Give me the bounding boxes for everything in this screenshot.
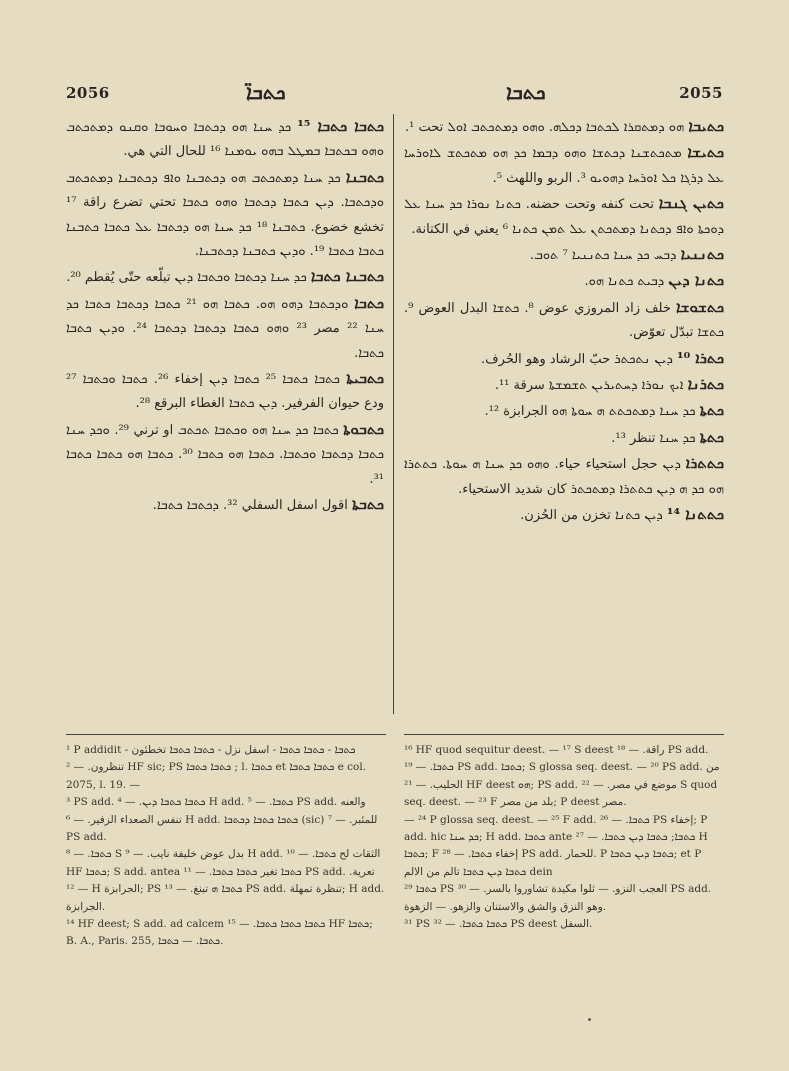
entry-headword: ܟܬܝܒܐ — [688, 117, 724, 135]
entry-text: تحت كنفه وتحت حضنه. ܟܬܢܐ ܢܘܪܐ ܟܕ ܚܢܐ ܥܠ ܕܘܟܬܐ ܘܐܦ ܕܟܬܢܐ ܕܡܬܟܬܢ ܥܠ ܬܡܢ ܟܬܢܐ ⁶ يعني في الكتانة. — [404, 197, 724, 237]
dictionary-entry — [404, 451, 724, 502]
footnote-line: ܟܬܒܐ ²⁹ PS العجب النزو. — ثلوا مكيدة تشاوروا بالسر. — ³⁰ PS add. وهو النزق والشق والاستنان والزهو. — الزهوة. — [404, 883, 712, 913]
column-divider — [393, 114, 394, 714]
dictionary-entry — [404, 114, 724, 140]
footnote-line: — ²⁴ P glossa seq. deest. — ²⁵ F add. ܟܬܒܐ. — ²⁶ PS إخفاء; P add. hic ܟܕ ܚܢܐ; H add. ܟܬܒܐ ante ܟܬܒܐ; ܟܬܒܐ ܕܝܢ ܟܬܒܐ. — ²⁷ H ܟܬܒܐ; F إخفاء ܟܬܒܐ. — ²⁸ PS add. للحمار. P ܟܬܒܐ ܕܝܢ ܟܬܒܐ; et P ܟܬܒܐ ܕܝܢ ܟܬܒܐ تالم من الالم dein — [404, 813, 708, 878]
footnote-rule-right — [404, 734, 724, 735]
footnotes-right — [404, 742, 724, 1032]
entry-text: ܟܬܒܐ ܟܬܒܐ ²⁵ ܟܬܒܐ ܕܝܢ إخفاء ²⁶. ܟܬܒܐ ܘܟܬܒܐ ²⁷ ودع حيوان الفرفير. ܕܝܢ ܟܬܒܐ الغطاء البرقع ²⁸. — [66, 372, 384, 412]
dictionary-entry — [404, 398, 724, 424]
right-column — [404, 114, 724, 719]
entry-text: ܕܒܝܬ ܟܬܢܐ ܗܘ. — [584, 274, 669, 290]
dictionary-entry — [404, 502, 724, 528]
entry-text: ܟܕ ܚܢܐ ܕܡܬܟܬܬ ܗ ܚܘܬܐ ܗܘ الجرابزة ¹². — [484, 404, 700, 420]
entry-headword: ܟܬܬܪܐ — [685, 454, 724, 473]
dictionary-entry — [404, 268, 724, 294]
entry-text: ܟܕ ܚܢܐ ܕܟܬܒܐ ܘܟܬܒܐ ܕܝܢ تبلّعه حتّى يُقطم ²⁰. — [66, 270, 311, 286]
entry-headword: ܟܬܪܢܐ — [687, 375, 724, 394]
entry-text: ܗܘ ܕܡܬܩܪܐ ܠܟܬܒܐ ܕܟܠܗ. ܘܗܘ ܕܡܬܟܬܒ ܐܘܠ تحت ¹. — [404, 120, 689, 135]
entry-headword: ܟܬܬܢܐ ¹⁴ — [666, 505, 724, 524]
entry-headword: ܟܬܒܐ — [354, 293, 384, 312]
dictionary-entry — [66, 264, 384, 290]
dictionary-entry — [404, 346, 724, 372]
dictionary-entry — [404, 140, 724, 191]
dictionary-entry — [404, 295, 724, 346]
entry-text: ܕܒܚ ܟܕ ܚܢܐ ܟܬܢܢܝܐ ⁷ ܬܘܒ. — [529, 248, 681, 264]
left-running-title: ܟܬܒܐ̈ — [246, 80, 286, 104]
dictionary-entry — [66, 291, 384, 366]
entry-text: ܟܕ ܚܢܐ تنظر ¹³. — [611, 430, 700, 446]
entry-headword: ܟܬܒܬܐ — [351, 495, 384, 514]
right-page-number: 2055 — [679, 84, 723, 102]
left-page-number: 2056 — [66, 84, 110, 102]
entry-text: ܡܬܟܬܫܢܐ ܕܟܬܫܐ ܘܗܘ ܕܒܡܐ ܟܕ ܗܘ ܡܬܟܬܫ ܠܐܘܪܚܐ ܥܠ ܕܪܓܐ ܟܠ ܐܘܪܚܐ ܕܗܘܝܘ ³. الربو واللهث ⁵. — [404, 146, 724, 186]
entry-headword: ܟܬܢܢܝܐ — [680, 245, 724, 264]
dictionary-entry — [404, 425, 724, 451]
footnote-line: ܟܬܒܐ. — ⁸ S بدل عوض خليفة نايب. — ⁹ H add. الثقات لح ܟܬܒܐ. — ¹⁰ HF ܟܬܒܐ; S add. antea ܟܬܒܐ تغير ܟܬܒܐ ܟܬܒܐ. — ¹¹ PS add. تعرية. — ¹² H الجرابزة; PS ܟܬܒܐ ܗ تبنغ. — ¹³ PS add. تنظرة تمهلة; H add. الجرابزة. — [66, 848, 385, 913]
footnote-line: ³¹ PS ܟܬܒܐ ܟܬܒܐ. — ³² PS deest السفل. — [404, 918, 593, 931]
entry-text: ܕܝܢ حجل استحياء حياء. ܘܗܘ ܟܕ ܚܢܐ ܗ ܚܘܬܐ. ܟܬܬܪܐ ܗܘ ܟܕ ܗ ܕܝܢ ܟܬܬܪܐ ܕܡܬܟܬܪ كان شديد الاستحياء. — [404, 457, 724, 497]
page-mark-dot — [588, 1018, 591, 1021]
dictionary-entry — [404, 191, 724, 242]
entry-text: ܟܬܒܐ ܟܕ ܚܢܐ ܗܘ ܘܟܬܒܐ ܬܟܬܒ او ترني ²⁹. ܘܟܕ ܚܢܐ ܟܬܒܐ ܕܟܬܒܐ ܘܟܬܒܐ. ܟܬܒܐ ܗܘ ܟܬܒܐ ³⁰. ܟܬܒܐ ܗܘ ܟܬܒܐ ܟܬܒܐ ³¹. — [66, 422, 384, 487]
entry-text: اقول اسفل السفلي ³². ܕܟܬܒܐ ܟܬܒܐ. — [152, 498, 352, 514]
entry-text: ܟܕ ܚܢܐ ܗܘ ܕܟܬܒܐ ܘܚܘܒܐ ܘܩܢܘ ܕܡܬܟܬܒ ܘܗܘ ܒܟܬܒܐ ܒܡܛܠ ܒܗܘ ܝܘܡܢܐ ¹⁶ للحال التي هي. — [66, 120, 384, 160]
footnotes-left — [66, 742, 386, 1032]
footnote-line: ³ PS add. ܟܬܒܐ ܟܬܒܐ ܕܝܢ. — ⁴ H add. ܟܬܒܐ. — ⁵ PS add. والعنه تنفس الصعداء الزفير. — ⁶ H add. ܟܬܒܐ ܟܬܒܐ ܕܟܬܒܐ (sic) للمئبر. — ⁷ PS add. — [66, 796, 378, 844]
footnote-line: ¹⁴ HF deest; S add. ad calcem ܟܬܒܐ ܟܬܒܐ ܟܬܒܐ. — ¹⁵ HF ܟܬܒܐ; B. A., Paris. 255, ܟܬܒܐ. — ܟܬܒܐ. — [66, 918, 373, 948]
dictionary-entry — [66, 492, 384, 518]
entry-headword: ܟܬܒܢܐ — [345, 167, 384, 186]
entry-headword: ܟܬܫܘܫܐ — [676, 297, 724, 316]
dictionary-entry — [66, 417, 384, 492]
entry-headword: ܟܬܝܫܐ — [687, 143, 724, 162]
entry-headword: ܟܬܬܐ — [699, 401, 724, 420]
dictionary-entry — [404, 372, 724, 398]
entry-text: خلف زاد المروزي عوض ⁸. ܟܬܫܐ البدل العوض ⁹. ܟܬܫܐ تبدّل تعوّض. — [404, 300, 724, 341]
right-running-title: ܟܬܒܐ — [506, 80, 546, 104]
entry-headword: ܟܬܒܘܬܐ — [343, 419, 384, 438]
entry-text: ܟܕ ܚܢܐ ܕܡܬܟܬܒ ܗܘ ܕܟܬܒܢܐ ܘܐܦ ܕܟܬܒܢܐ ܕܡܬܟܬܒ ܘܕܟܬܒܐ. ܕܝܢ ܟܬܒܐ ܕܟܬܒܐ ܘܗܘ ܟܬܒܐ تحتي تضرع راقة ¹⁷ تخشع خضوع. ܟܬܒܢܐ ¹⁸ ܟܕ ܚܢܐ ܗܘ ܕܟܬܒܐ ܥܠ ܟܬܒܐ ܟܬܒܢܐ ܟܬܒܐ ܟܬܒܐ ¹⁹. ܘܕܝܢ ܟܬܒܢܐ ܕܟܬܒܢܐ. — [66, 170, 384, 260]
entry-text: ܘܕܟܬܒܐ ܕܗܘ ܗܘ. ܟܬܒܐ ܗܘ ²¹ ܟܬܒܐ ܕܟܬܒܐ ܟܬܒܐ ܟܕ ܚܢܐ ²² مصر ²³ ܘܗܘ ܟܬܒܐ ܕܟܬܒܐ ܕܟܬܒܐ ²⁴. ܘܕܝܢ ܟܬܒܐ ܟܬܒܐ. — [66, 296, 384, 361]
entry-headword: ܟܬܬܐ — [699, 427, 724, 446]
entry-text: ܕܝܢ ܟܬܢܐ تخزن من الحُزن. — [520, 508, 667, 524]
dictionary-entry — [66, 165, 384, 265]
page-header — [66, 80, 723, 110]
entry-text: ܕܝܢ ܢܬܟܬܪ حبّ الرشاد وهو الحُرف. — [481, 351, 678, 367]
dictionary-entry — [66, 366, 384, 417]
footnote-rule-left — [66, 734, 386, 735]
entry-text: ܐܝܟ ܢܘܪܐ ܕܚܬܝܪܝܢ ܬܫܡܫܬܐ سرقة ¹¹. — [494, 378, 688, 394]
entry-headword: ܟܬܒܐ ܟܬܒܐ ¹⁵ — [297, 117, 384, 135]
entry-headword: ܟܬܒܝܬܐ — [346, 369, 384, 388]
footnote-line: ¹⁶ HF quod sequitur deest. — ¹⁷ S deest راقة. — ¹⁸ PS add. ܟܬܒܐ. — ¹⁹ PS add. ܟܬܒܐ; S glossa seq. deest. — ²⁰ PS add. من الحليب. — ²¹ HF deest ܗܘ; PS add. موضع في مصر. — ²² S quod seq. deest. — ²³ F بلد من مصر; P deest مصر. — [404, 744, 720, 809]
footnote-line: ¹ P addidit ܟܬܒܐ - ܟܬܒܐ ܟܬܒܐ - اسفل نزل - ܟܬܒܐ ܟܬܒܐ تخطئون - تنظرون. — ² HF sic; PS ܟܬܒܐ ܟܬܒܐ ; l. ܟܬܒܐ et ܟܬܒܐ ܟܬܒܐ e col. 2075, l. 19. — — [66, 744, 367, 791]
entry-headword: ܟܬܢܐ ܕܝܢ — [668, 271, 724, 290]
entry-headword: ܟܬܒܢܐ ܟܬܒܐ — [310, 267, 384, 286]
entry-headword: ܟܬܝܢ ܓܢܒܐ — [658, 194, 724, 213]
dictionary-entry — [66, 114, 384, 165]
dictionary-entry — [404, 242, 724, 268]
entry-headword: ܟܬܪܐ ¹⁰ — [677, 348, 724, 367]
left-column — [66, 114, 384, 719]
